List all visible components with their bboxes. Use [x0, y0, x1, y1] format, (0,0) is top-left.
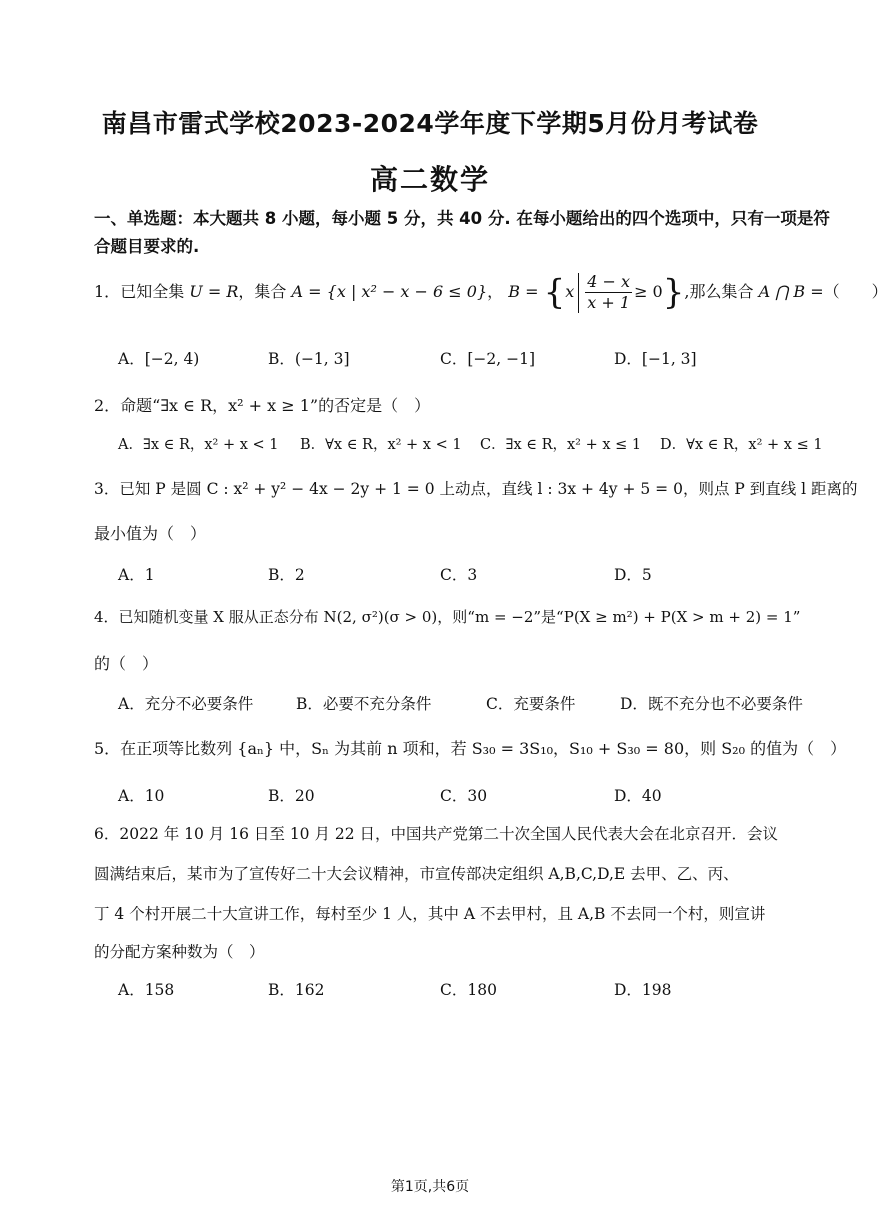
q1-option-b: B．(−1, 3] [268, 350, 350, 368]
question-2: 2．命题“∃x ∈ R，x² + x ≥ 1”的否定是（ ） [94, 396, 431, 415]
q6-option-b: B．162 [268, 981, 325, 999]
q4-option-c: C．充要条件 [486, 695, 576, 713]
q1-sep: ， [487, 282, 504, 301]
question-5: 5．在正项等比数列 {aₙ} 中，Sₙ 为其前 n 项和，若 S₃₀ = 3S₁₀，S₁₀ + S₃₀ = 80，则 S₂₀ 的值为（ ） [94, 739, 847, 758]
section-instructions: 一、单选题：本大题共 8 小题，每小题 5 分，共 40 分. 在每小题给出的四个选项中，只有一项是符合题目要求的. [94, 209, 830, 256]
q2-option-b: B．∀x ∈ R，x² + x < 1 [300, 437, 462, 453]
question-4-line-1: 4．已知随机变量 X 服从正态分布 N(2, σ²)(σ > 0)，则“m = −2”是“P(X ≥ m²) + P(X > m + 2) = 1” [94, 608, 801, 626]
q1-set-b-prefix: B = [508, 282, 544, 301]
q3-option-a: A．1 [118, 566, 155, 584]
question-6-line-3: 丁 4 个村开展二十大宣讲工作，每村至少 1 人，其中 A 不去甲村，且 A,B 不去同一个村，则宣讲 [94, 905, 766, 923]
q1-universe: U = R [189, 282, 239, 301]
q1-option-a: A．[−2, 4) [118, 350, 200, 368]
q5-option-b: B．20 [268, 787, 315, 805]
page-footer: 第1页,共6页 [390, 1179, 470, 1195]
q1-set-a: A = {x | x² − x − 6 ≤ 0} [291, 282, 488, 301]
question-3-line-1: 3．已知 P 是圆 C : x² + y² − 4x − 2y + 1 = 0 上动点，直线 l : 3x + 4y + 5 = 0，则点 P 到直线 l 距离的 [94, 480, 858, 498]
q2-option-d: D．∀x ∈ R，x² + x ≤ 1 [660, 437, 823, 453]
q1-frac-den: x + 1 [587, 293, 631, 312]
question-4-line-2: 的（ ） [94, 654, 159, 673]
question-1 [94, 270, 888, 314]
q1-number: 1． [94, 282, 121, 301]
q1-fraction [585, 272, 632, 313]
q1-mid: ，集合 [238, 282, 287, 301]
q1-expr: A ⋂ B = [758, 282, 824, 301]
subject-title: 高二数学 [369, 163, 490, 196]
q5-option-d: D．40 [614, 787, 662, 805]
q4-option-a: A．充分不必要条件 [118, 695, 254, 713]
q1-set-b-tail: ≥ 0 [634, 282, 663, 301]
question-6-line-2: 圆满结束后，某市为了宣传好二十大会议精神，市宣传部决定组织 A,B,C,D,E 去甲、乙、丙、 [94, 865, 739, 883]
q1-brace-open: { [543, 272, 566, 313]
q2-option-c: C．∃x ∈ R，x² + x ≤ 1 [480, 437, 642, 453]
q6-option-c: C．180 [440, 981, 497, 999]
q2-option-a: A．∃x ∈ R，x² + x < 1 [118, 437, 279, 453]
q1-brace-close: } [662, 272, 685, 313]
q3-option-d: D．5 [614, 566, 652, 584]
q1-post: ,那么集合 [684, 282, 754, 301]
q4-option-b: B．必要不充分条件 [296, 695, 432, 713]
q1-pre: 已知全集 [120, 282, 185, 301]
q1-option-c: C．[−2, −1] [440, 350, 536, 368]
q1-option-d: D．[−1, 3] [614, 350, 697, 368]
q1-var-x: x [565, 282, 575, 301]
q6-option-a: A．158 [118, 981, 175, 999]
exam-title: 南昌市雷式学校2023-2024学年度下学期5月份月考试卷 [101, 109, 759, 138]
q6-option-d: D．198 [614, 981, 672, 999]
q1-set-bar [578, 273, 579, 313]
q5-option-a: A．10 [118, 787, 165, 805]
q3-option-b: B．2 [268, 566, 305, 584]
question-3-line-2: 最小值为（ ） [94, 524, 207, 543]
q5-option-c: C．30 [440, 787, 488, 805]
q1-frac-num: 4 − x [587, 272, 631, 291]
question-6-line-4: 的分配方案种数为（ ） [94, 943, 265, 961]
q4-option-d: D．既不充分也不必要条件 [620, 695, 803, 713]
question-6-line-1: 6．2022 年 10 月 16 日至 10 月 22 日，中国共产党第二十次全国人民代表大会在北京召开．会议 [94, 825, 779, 843]
q3-option-c: C．3 [440, 566, 478, 584]
q1-blank: （ ） [823, 282, 888, 301]
